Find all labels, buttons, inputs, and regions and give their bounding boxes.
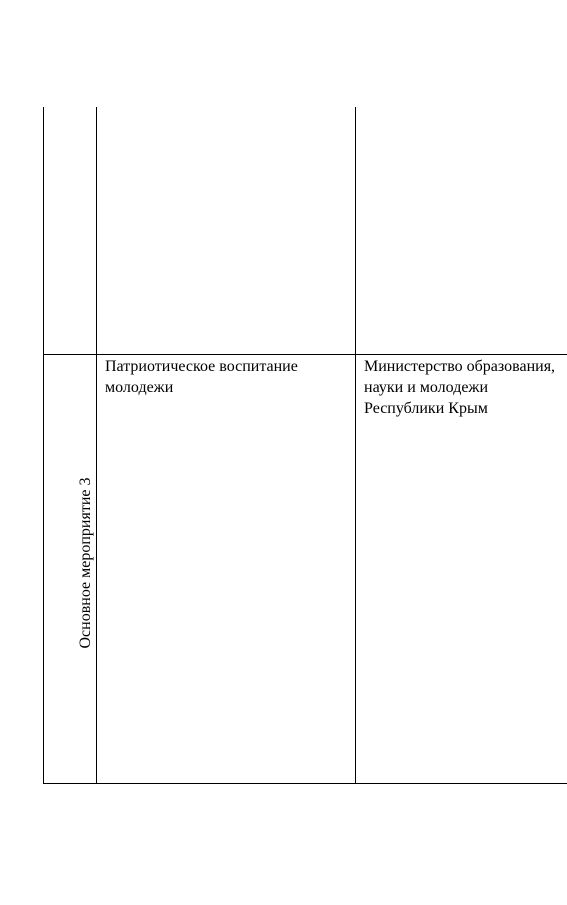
table-row-1-executor-cell — [364, 108, 564, 354]
table-row-1-measure-cell — [105, 108, 351, 354]
table-border-bottom — [43, 783, 567, 784]
table-row-2-executor-cell: Министерство образования, науки и молодежи Республики Крым — [364, 358, 556, 417]
table-row-2-label-cell: Основное мероприятие 3 — [77, 477, 94, 649]
table-border-col1 — [96, 107, 97, 784]
table-border-col2 — [355, 107, 356, 784]
table-row-2-measure-cell: Патриотическое воспитание молодежи — [105, 358, 298, 396]
table-row-1-label-cell — [44, 108, 96, 354]
table-row-divider — [43, 354, 567, 355]
